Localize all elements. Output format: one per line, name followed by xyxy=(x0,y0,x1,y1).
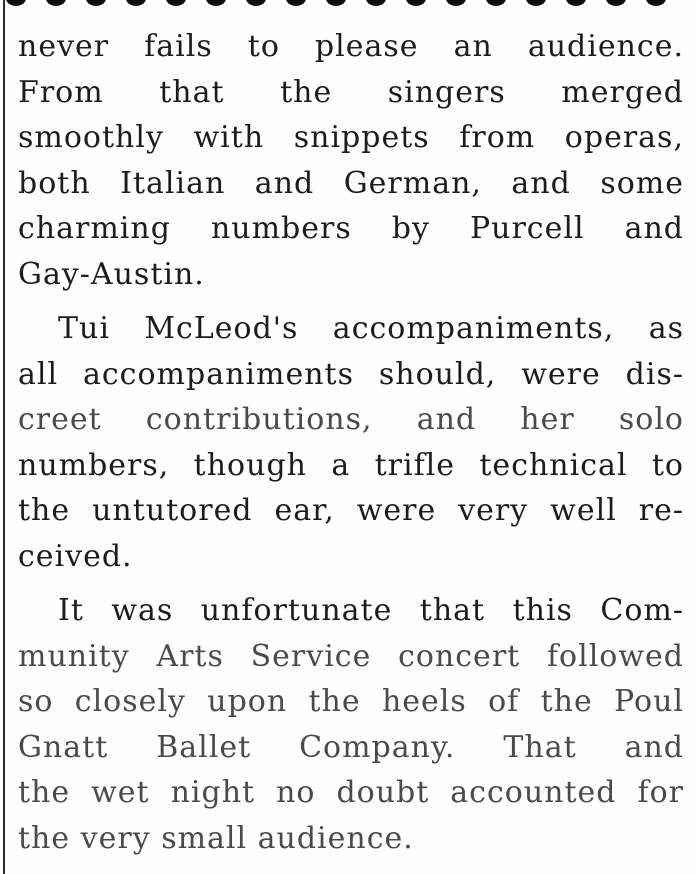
text-line: so closely upon the heels of the Poul xyxy=(18,684,684,719)
text-line: the wet night no doubt accounted for xyxy=(18,775,684,810)
decorative-dot-border xyxy=(6,0,696,7)
text-line: all accompaniments should, were dis- xyxy=(18,356,684,392)
text-line: Gay-Austin. xyxy=(18,256,205,292)
text-line: Tui McLeod's accompaniments, as xyxy=(58,311,684,346)
text-line: never fails to please an audience. xyxy=(18,29,684,64)
text-line: the very small audience. xyxy=(18,820,414,856)
text-line: charming numbers by Purcell and xyxy=(18,211,684,246)
text-line: creet contributions, and her solo xyxy=(18,402,684,437)
text-line: both Italian and German, and some xyxy=(18,165,684,201)
text-line: munity Arts Service concert followed xyxy=(18,638,684,674)
text-line: smoothly with snippets from operas, xyxy=(18,120,684,155)
text-line: the untutored ear, were very well re- xyxy=(18,493,684,528)
text-line: It was unfortunate that this Com- xyxy=(58,593,684,628)
text-line: From that the singers merged xyxy=(18,74,684,110)
article-body xyxy=(18,24,684,861)
text-line: numbers, though a trifle technical to xyxy=(18,447,684,483)
text-line: ceived. xyxy=(18,538,133,574)
paragraph-1 xyxy=(18,24,684,297)
paragraph-2 xyxy=(18,306,684,579)
column-rule xyxy=(3,0,5,874)
paragraph-3 xyxy=(18,588,684,861)
text-line: Gnatt Ballet Company. That and xyxy=(18,729,684,765)
